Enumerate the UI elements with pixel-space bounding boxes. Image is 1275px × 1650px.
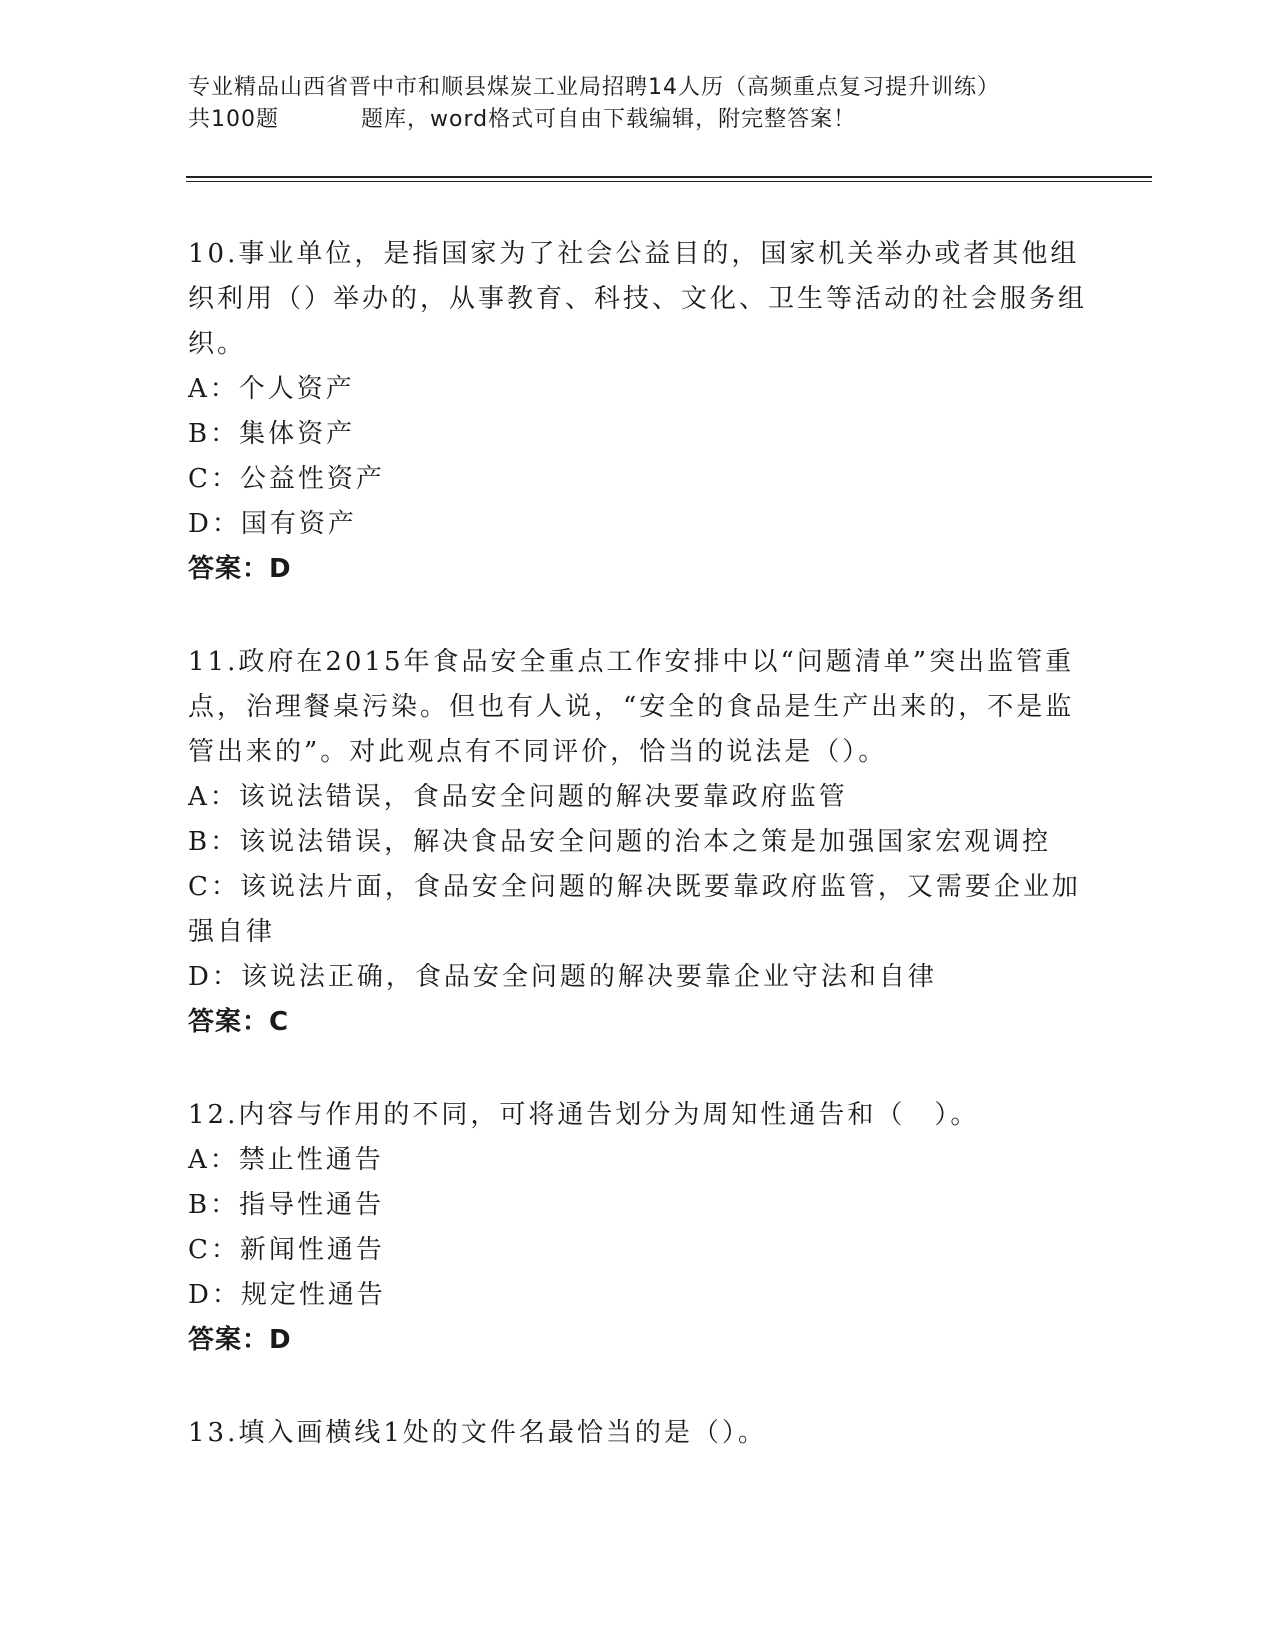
question-11 (188, 640, 1088, 1045)
question-count: 共100题 (188, 107, 279, 132)
answer: 答案：D (188, 1325, 292, 1355)
option-d: D：该说法正确，食品安全问题的解决要靠企业守法和自律 (188, 962, 937, 992)
header-title: 专业精品山西省晋中市和顺县煤炭工业局招聘14人历（高频重点复习提升训练） (188, 75, 1000, 100)
answer: 答案：D (188, 554, 292, 584)
header-note: 题库，word格式可自由下载编辑，附完整答案！ (361, 107, 857, 132)
question-stem: 13.填入画横线1处的文件名最恰当的是（）。 (188, 1418, 767, 1448)
question-10 (188, 232, 1088, 592)
option-b: B：集体资产 (188, 419, 356, 449)
option-b: B：该说法错误，解决食品安全问题的治本之策是加强国家宏观调控 (188, 827, 1052, 857)
header-subtitle (188, 104, 1088, 136)
option-a: A：禁止性通告 (188, 1145, 384, 1175)
header-divider (186, 176, 1152, 178)
answer: 答案：C (188, 1007, 290, 1037)
option-c: C：公益性资产 (188, 464, 385, 494)
question-12 (188, 1093, 1088, 1363)
option-d: D：规定性通告 (188, 1280, 386, 1310)
option-d: D：国有资产 (188, 509, 357, 539)
option-a: A：个人资产 (188, 374, 355, 404)
question-stem: 11.政府在2015年食品安全重点工作安排中以“问题清单”突出监管重点，治理餐桌污染。但也有人说，“安全的食品是生产出来的，不是监管出来的”。对此观点有不同评价，恰当的说法是（）。 (188, 647, 1075, 767)
question-stem: 12.内容与作用的不同，可将通告划分为周知性通告和（ ）。 (188, 1100, 980, 1130)
option-c: C：该说法片面，食品安全问题的解决既要靠政府监管，又需要企业加强自律 (188, 872, 1081, 947)
question-stem: 10.事业单位，是指国家为了社会公益目的，国家机关举办或者其他组织利用（）举办的，从事教育、科技、文化、卫生等活动的社会服务组织。 (188, 239, 1088, 359)
option-a: A：该说法错误，食品安全问题的解决要靠政府监管 (188, 782, 848, 812)
question-list (188, 232, 1088, 1504)
option-b: B：指导性通告 (188, 1190, 385, 1220)
header-divider-thin (186, 181, 1152, 182)
question-13 (188, 1411, 1088, 1456)
document-header (188, 72, 1088, 136)
option-c: C：新闻性通告 (188, 1235, 385, 1265)
